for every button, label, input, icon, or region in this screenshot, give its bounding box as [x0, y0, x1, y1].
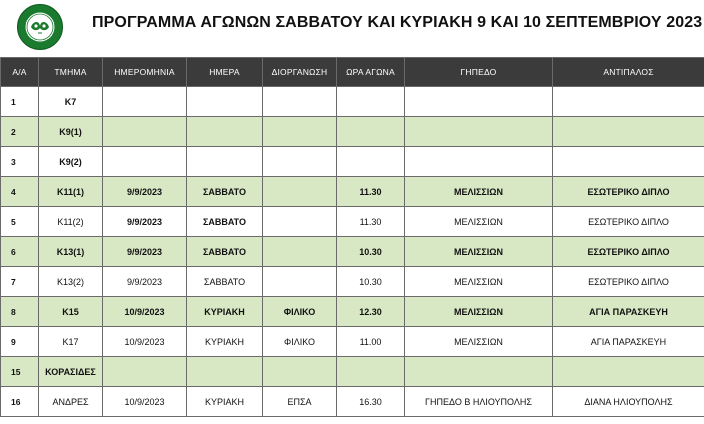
table-row [1, 327, 704, 357]
cell-opponent: ΔΙΑΝΑ ΗΛΙΟΥΠΟΛΗΣ [553, 387, 704, 417]
cell-organization [263, 87, 337, 117]
cell-date [103, 147, 187, 177]
cell-team: Κ7 [39, 87, 103, 117]
cell-aa: 15 [1, 357, 39, 387]
cell-aa: 1 [1, 87, 39, 117]
cell-team: Κ9(2) [39, 147, 103, 177]
cell-date: 10/9/2023 [103, 297, 187, 327]
column-header-day: ΗΜΕΡΑ [187, 58, 263, 87]
table-row [1, 267, 704, 297]
cell-time: 11.30 [337, 177, 405, 207]
cell-day: ΣΑΒΒΑΤΟ [187, 207, 263, 237]
cell-aa: 9 [1, 327, 39, 357]
cell-venue: ΜΕΛΙΣΣΙΩΝ [405, 207, 553, 237]
cell-aa: 16 [1, 387, 39, 417]
column-header-team: ΤΜΗΜΑ [39, 58, 103, 87]
column-header-organization: ΔΙΟΡΓΑΝΩΣΗ [263, 58, 337, 87]
page-header [0, 0, 704, 58]
cell-time [337, 117, 405, 147]
cell-date [103, 357, 187, 387]
cell-opponent: ΕΣΩΤΕΡΙΚΟ ΔΙΠΛΟ [553, 177, 704, 207]
cell-opponent: ΕΣΩΤΕΡΙΚΟ ΔΙΠΛΟ [553, 267, 704, 297]
cell-date: 9/9/2023 [103, 207, 187, 237]
table-row [1, 207, 704, 237]
cell-day [187, 147, 263, 177]
cell-time: 11.30 [337, 207, 405, 237]
cell-opponent [553, 87, 704, 117]
cell-organization [263, 207, 337, 237]
cell-date [103, 117, 187, 147]
cell-venue: ΜΕΛΙΣΣΙΩΝ [405, 267, 553, 297]
cell-time [337, 87, 405, 117]
cell-day: ΣΑΒΒΑΤΟ [187, 237, 263, 267]
cell-venue [405, 357, 553, 387]
cell-team: Κ13(2) [39, 267, 103, 297]
cell-date: 9/9/2023 [103, 237, 187, 267]
cell-venue [405, 147, 553, 177]
cell-day [187, 117, 263, 147]
cell-day [187, 87, 263, 117]
cell-venue: ΜΕΛΙΣΣΙΩΝ [405, 177, 553, 207]
table-row [1, 387, 704, 417]
column-header-time: ΩΡΑ ΑΓΩΝΑ [337, 58, 405, 87]
schedule-table [0, 57, 704, 417]
page-title: ΠΡΟΓΡΑΜΜΑ ΑΓΩΝΩΝ ΣΑΒΒΑΤΟΥ ΚΑΙ ΚΥΡΙΑΚΗ 9 ΚΑΙ 10 ΣΕΠΤΕΜΒΡΙΟΥ 2023 [92, 14, 703, 31]
cell-organization [263, 117, 337, 147]
table-row [1, 117, 704, 147]
cell-organization [263, 237, 337, 267]
cell-organization [263, 357, 337, 387]
cell-time: 11.00 [337, 327, 405, 357]
cell-venue: ΓΗΠΕΔΟ Β ΗΛΙΟΥΠΟΛΗΣ [405, 387, 553, 417]
table-row [1, 177, 704, 207]
cell-team: Κ13(1) [39, 237, 103, 267]
cell-aa: 2 [1, 117, 39, 147]
cell-time [337, 147, 405, 177]
cell-organization: ΦΙΛΙΚΟ [263, 327, 337, 357]
cell-date: 9/9/2023 [103, 267, 187, 297]
cell-opponent: ΕΣΩΤΕΡΙΚΟ ΔΙΠΛΟ [553, 207, 704, 237]
cell-organization [263, 147, 337, 177]
cell-organization: ΦΙΛΙΚΟ [263, 297, 337, 327]
cell-opponent [553, 117, 704, 147]
cell-day: ΚΥΡΙΑΚΗ [187, 387, 263, 417]
cell-time: 10.30 [337, 237, 405, 267]
table-row [1, 147, 704, 177]
cell-opponent: ΑΓΙΑ ΠΑΡΑΣΚΕΥΗ [553, 297, 704, 327]
schedule-table-wrapper [0, 57, 704, 417]
cell-aa: 7 [1, 267, 39, 297]
cell-day: ΚΥΡΙΑΚΗ [187, 297, 263, 327]
cell-date: 10/9/2023 [103, 327, 187, 357]
cell-date: 10/9/2023 [103, 387, 187, 417]
cell-team: ΑΝΔΡΕΣ [39, 387, 103, 417]
cell-day [187, 357, 263, 387]
cell-opponent [553, 357, 704, 387]
cell-team: ΚΟΡΑΣΙΔΕΣ [39, 357, 103, 387]
cell-aa: 3 [1, 147, 39, 177]
cell-venue [405, 87, 553, 117]
cell-aa: 5 [1, 207, 39, 237]
table-row [1, 297, 704, 327]
cell-venue: ΜΕΛΙΣΣΙΩΝ [405, 327, 553, 357]
club-crest-icon [17, 4, 63, 50]
cell-team: Κ11(1) [39, 177, 103, 207]
cell-venue [405, 117, 553, 147]
cell-day: ΣΑΒΒΑΤΟ [187, 267, 263, 297]
column-header-venue: ΓΗΠΕΔΟ [405, 58, 553, 87]
cell-date [103, 87, 187, 117]
cell-day: ΚΥΡΙΑΚΗ [187, 327, 263, 357]
table-row [1, 237, 704, 267]
cell-team: Κ9(1) [39, 117, 103, 147]
cell-date: 9/9/2023 [103, 177, 187, 207]
cell-venue: ΜΕΛΙΣΣΙΩΝ [405, 297, 553, 327]
table-row [1, 357, 704, 387]
column-header-aa: Α/Α [1, 58, 39, 87]
cell-venue: ΜΕΛΙΣΣΙΩΝ [405, 237, 553, 267]
cell-organization: ΕΠΣΑ [263, 387, 337, 417]
cell-time: 16.30 [337, 387, 405, 417]
cell-team: Κ15 [39, 297, 103, 327]
column-header-date: ΗΜΕΡΟΜΗΝΙΑ [103, 58, 187, 87]
cell-aa: 8 [1, 297, 39, 327]
table-row [1, 87, 704, 117]
cell-opponent: ΕΣΩΤΕΡΙΚΟ ΔΙΠΛΟ [553, 237, 704, 267]
cell-opponent: ΑΓΙΑ ΠΑΡΑΣΚΕΥΗ [553, 327, 704, 357]
cell-team: Κ11(2) [39, 207, 103, 237]
column-header-opponent: ΑΝΤΙΠΑΛΟΣ [553, 58, 704, 87]
cell-opponent [553, 147, 704, 177]
cell-time: 10.30 [337, 267, 405, 297]
cell-time [337, 357, 405, 387]
cell-aa: 4 [1, 177, 39, 207]
cell-organization [263, 177, 337, 207]
table-header-row [1, 58, 704, 87]
cell-organization [263, 267, 337, 297]
cell-time: 12.30 [337, 297, 405, 327]
cell-day: ΣΑΒΒΑΤΟ [187, 177, 263, 207]
cell-aa: 6 [1, 237, 39, 267]
cell-team: Κ17 [39, 327, 103, 357]
